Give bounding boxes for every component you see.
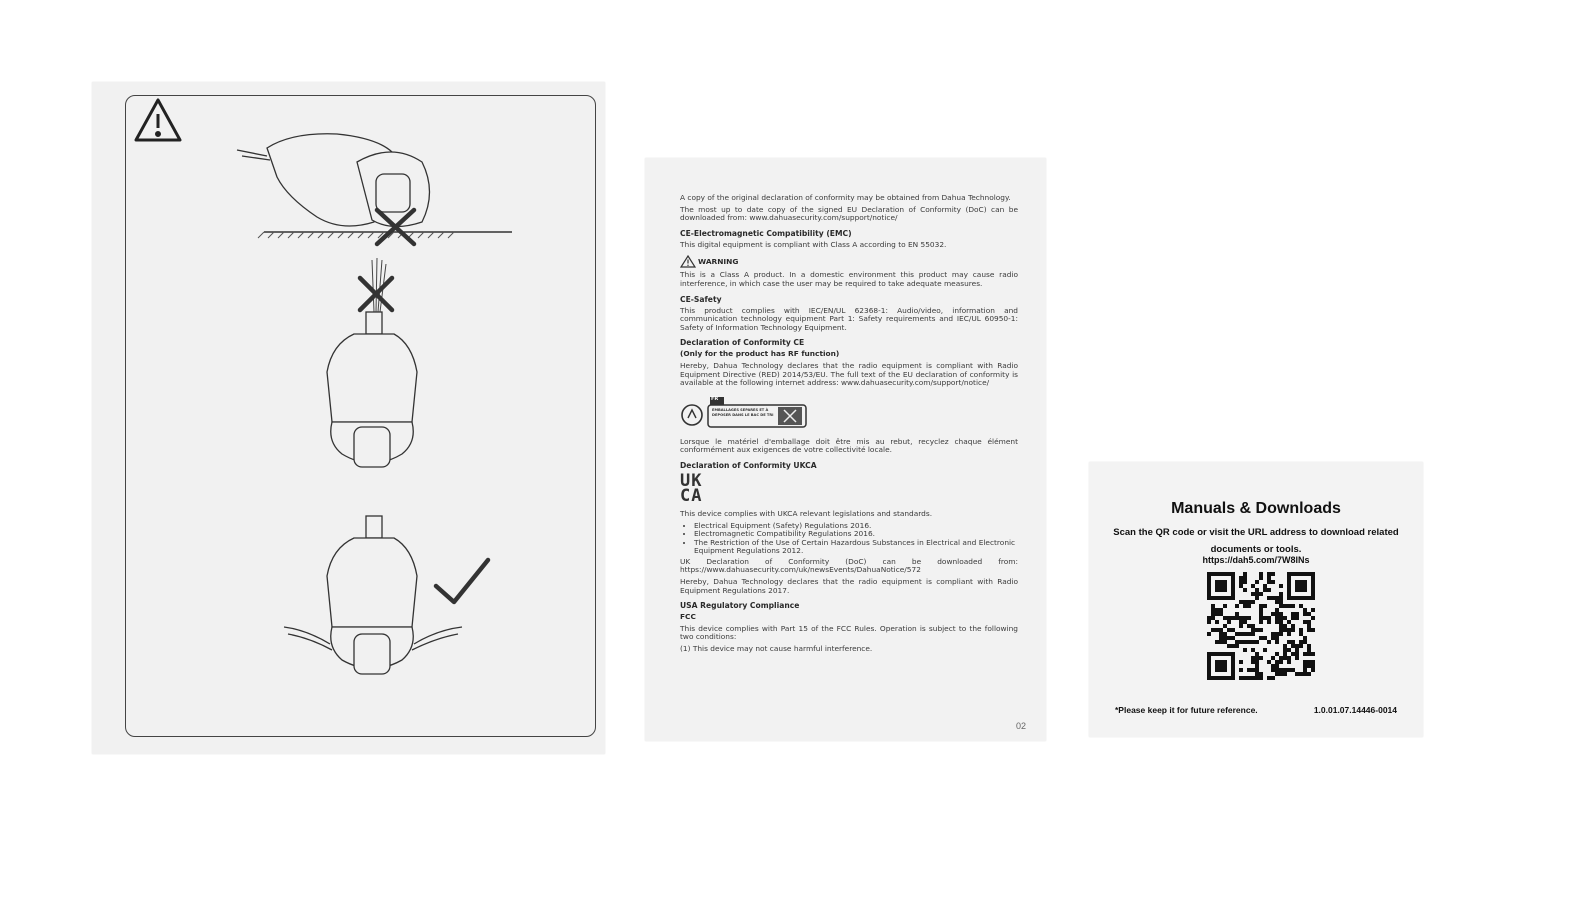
manuals-downloads-label bbox=[1089, 462, 1423, 737]
held-camera-drawing bbox=[284, 516, 462, 674]
surface-hatching bbox=[258, 232, 454, 238]
recycle-text: EMBALLAGES SEPARES ET À DEPOSER DANS LE BAC DE TRI bbox=[712, 408, 774, 417]
section-heading: CE-Electromagnetic Compatibility (EMC) bbox=[680, 228, 852, 238]
section-heading: USA Regulatory Compliance bbox=[680, 601, 800, 611]
ukca-logo: UK CA bbox=[680, 470, 703, 506]
keep-reference-note: *Please keep it for future reference. bbox=[1115, 705, 1258, 715]
paragraph: This device complies with UKCA relevant legislations and standards. bbox=[680, 508, 933, 518]
qr-code-icon[interactable] bbox=[1207, 572, 1315, 680]
paragraph: Hereby, Dahua Technology declares that the radio equipment is compliant with Radio Equipment Directive (RED) 2014/53/EU. The full text of the EU declaration of conformity is available at the following internet address: www.dahuasecurity.com/support/notice/ bbox=[680, 360, 1018, 388]
label-title: Manuals & Downloads bbox=[1171, 500, 1341, 517]
paragraph: UK Declaration of Conformity (DoC) can be downloaded from: https://www.dahuasecurity.com/uk/newsEvents/DahuaNotice/572 bbox=[680, 556, 1018, 575]
list-item: • The Restriction of the Use of Certain Hazardous Substances in Electrical and Electronic Equipment Regulations 2012. bbox=[694, 539, 1018, 556]
installation-warning-sheet bbox=[92, 82, 605, 754]
warning-icon bbox=[136, 100, 180, 140]
paragraph: This is a Class A product. In a domestic environment this product may cause radio interference, in which case the user may be required to take adequate measures. bbox=[680, 270, 1018, 288]
label-description: Scan the QR code or visit the URL address to download related documents or tools. bbox=[1113, 527, 1399, 555]
installation-illustration bbox=[92, 82, 605, 754]
section-heading: Declaration of Conformity UKCA bbox=[680, 460, 817, 470]
paragraph: (1) This device may not cause harmful interference. bbox=[680, 644, 873, 654]
list-item: • Electromagnetic Compatibility Regulations 2016. bbox=[694, 530, 1018, 539]
regulatory-document-page bbox=[645, 158, 1046, 741]
paragraph: Lorsque le matériel d'emballage doit être mis au rebut, recyclez chaque élément conformément aux exigences de votre collectivité locale. bbox=[680, 436, 1018, 455]
recycle-country-code: FR bbox=[711, 396, 719, 403]
download-url[interactable]: https://dah5.com/7W8lNs bbox=[1202, 555, 1310, 565]
recycling-mark bbox=[680, 396, 1018, 430]
paragraph: This product complies with IEC/EN/UL 62368-1: Audio/video, information and communication technology equipment Part 1: Safety requirements and IEC/UL 60950-1: Safety of Information Technology Equipment. bbox=[680, 305, 1018, 332]
section-subheading: (Only for the product has RF function) bbox=[680, 349, 840, 359]
section-subheading: FCC bbox=[680, 612, 696, 622]
warning-icon bbox=[680, 255, 696, 268]
document-code: 1.0.01.07.14446-0014 bbox=[1313, 705, 1397, 715]
ukca-regulation-list bbox=[680, 522, 1018, 556]
hanging-camera-drawing bbox=[327, 312, 417, 467]
paragraph: Hereby, Dahua Technology declares that the radio equipment is compliant with Radio Equipment Regulations 2017. bbox=[680, 577, 1018, 595]
document-body bbox=[680, 194, 1018, 657]
warning-label: WARNING bbox=[698, 256, 739, 266]
list-item: • Electrical Equipment (Safety) Regulations 2016. bbox=[694, 522, 1018, 531]
camera-on-surface-drawing bbox=[237, 134, 512, 232]
section-heading: Declaration of Conformity CE bbox=[680, 338, 805, 348]
paragraph: A copy of the original declaration of conformity may be obtained from Dahua Technology. bbox=[680, 193, 1011, 202]
paragraph: This digital equipment is compliant with Class A according to EN 55032. bbox=[680, 239, 947, 249]
section-heading: CE-Safety bbox=[680, 294, 722, 304]
paragraph: The most up to date copy of the signed EU Declaration of Conformity (DoC) can be downloaded from: www.dahuasecurity.com/support/notice/ bbox=[680, 204, 1018, 223]
check-icon bbox=[436, 560, 488, 602]
paragraph: This device complies with Part 15 of the FCC Rules. Operation is subject to the following two conditions: bbox=[680, 623, 1018, 642]
page-number: 02 bbox=[1015, 721, 1026, 731]
warning-heading bbox=[680, 255, 1018, 268]
